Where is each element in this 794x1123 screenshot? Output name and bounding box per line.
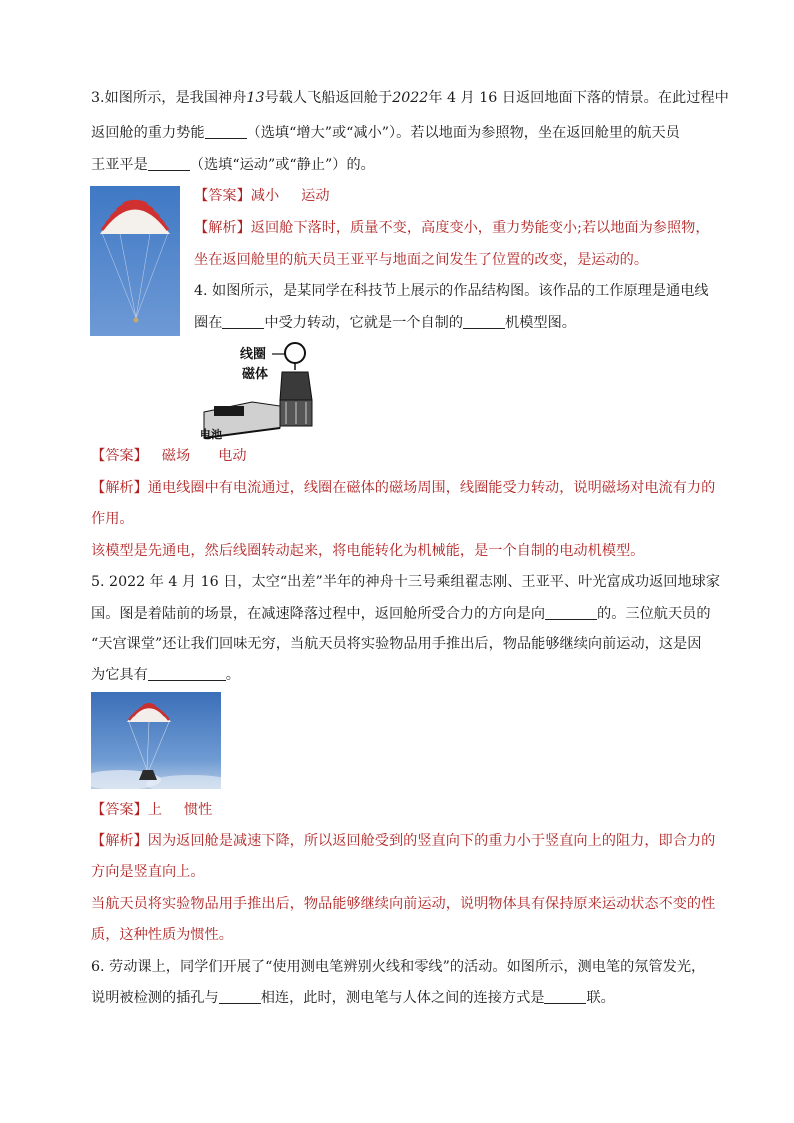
q6-line-2: 说明被检测的插孔与 相连，此时，测电笔与人体之间的连接方式是 联。 bbox=[91, 990, 615, 1006]
q6-line-1: 6. 劳动课上，同学们开展了“使用测电笔辨别火线和零线”的活动。如图所示，测电笔的氖管发光， bbox=[91, 959, 706, 975]
q4-line-1: 4. 如图所示，是某同学在科技节上展示的作品结构图。该作品的工作原理是通电线 bbox=[194, 283, 709, 299]
answer-blank[interactable] bbox=[148, 666, 226, 681]
q5-line-2: 国。图是着陆前的场景，在减速降落过程中，返回舱所受合力的方向是向 的。三位航天员的 bbox=[91, 606, 711, 622]
capsule-landing-photo bbox=[91, 692, 221, 789]
q5-answer: 【答案】上 惯性 bbox=[91, 802, 213, 818]
q5-analysis-line-1: 【解析】因为返回舱是减速下降，所以返回舱受到的竖直向下的重力小于竖直向上的阻力，即合力的 bbox=[91, 833, 716, 849]
answer-blank[interactable] bbox=[219, 989, 261, 1004]
q5-analysis-line-2: 方向是竖直向上。 bbox=[91, 864, 205, 880]
coil-icon bbox=[285, 343, 305, 363]
q3-analysis-line-2: 坐在返回舱里的航天员王亚平与地面之间发生了位置的改变，是运动的。 bbox=[194, 252, 649, 268]
q5-analysis-line-3: 当航天员将实验物品用手推出后，物品能够继续向前运动，说明物体具有保持原来运动状态不变的性 bbox=[91, 896, 716, 912]
q3-line-2: 返回舱的重力势能 （选填“增大”或“减小”）。若以地面为参照物，坐在返回舱里的航天员 bbox=[91, 125, 680, 141]
answer-blank[interactable] bbox=[148, 156, 190, 171]
q4-answer: 【答案】 磁场 电动 bbox=[91, 448, 247, 464]
q5-line-4: 为它具有 。 bbox=[91, 667, 240, 683]
q3-analysis-line-1: 【解析】返回舱下落时，质量不变，高度变小，重力势能变小;若以地面为参照物， bbox=[194, 220, 710, 236]
parachute-photo-q3 bbox=[90, 186, 180, 336]
label-coil: 线圈 bbox=[240, 347, 267, 362]
q5-analysis-line-4: 质，这种性质为惯性。 bbox=[91, 927, 233, 943]
q3-line-3: 王亚平是 （选填“运动”或“静止”）的。 bbox=[91, 157, 375, 173]
magnet-icon bbox=[280, 372, 312, 400]
capsule bbox=[134, 318, 139, 323]
q4-analysis-line-1: 【解析】通电线圈中有电流通过，线圈在磁体的磁场周围，线圈能受力转动，说明磁场对电流有力的 bbox=[91, 480, 716, 496]
answer-blank[interactable] bbox=[544, 989, 586, 1004]
q5-line-1: 5. 2022 年 4 月 16 日，太空“出差”半年的神舟十三号乘组翟志刚、王亚平、叶光富成功返回地球家 bbox=[91, 574, 721, 590]
q3-answer: 【答案】减小 运动 bbox=[194, 188, 330, 204]
q3-line-1: 3.如图所示，是我国神舟13号载人飞船返回舱于2022年 4 月 16 日返回地面下落的情景。在此过程中 bbox=[91, 90, 729, 106]
answer-blank[interactable] bbox=[205, 124, 247, 139]
q4-analysis-line-3: 该模型是先通电，然后线圈转动起来，将电能转化为机械能，是一个自制的电动机模型。 bbox=[91, 543, 645, 559]
answer-blank[interactable] bbox=[222, 314, 264, 329]
motor-model-diagram bbox=[196, 340, 328, 440]
q4-line-2: 圈在 中受力转动，它就是一个自制的 机模型图。 bbox=[194, 315, 576, 331]
answer-blank[interactable] bbox=[545, 605, 597, 620]
answer-blank[interactable] bbox=[463, 314, 505, 329]
q4-analysis-line-2: 作用。 bbox=[91, 511, 134, 527]
label-battery: 电池 bbox=[200, 428, 222, 440]
label-magnet: 磁体 bbox=[242, 367, 269, 382]
q5-line-3: “天宫课堂”还让我们回味无穷，当航天员将实验物品用手推出后，物品能够继续向前运动，这是因 bbox=[91, 636, 702, 652]
